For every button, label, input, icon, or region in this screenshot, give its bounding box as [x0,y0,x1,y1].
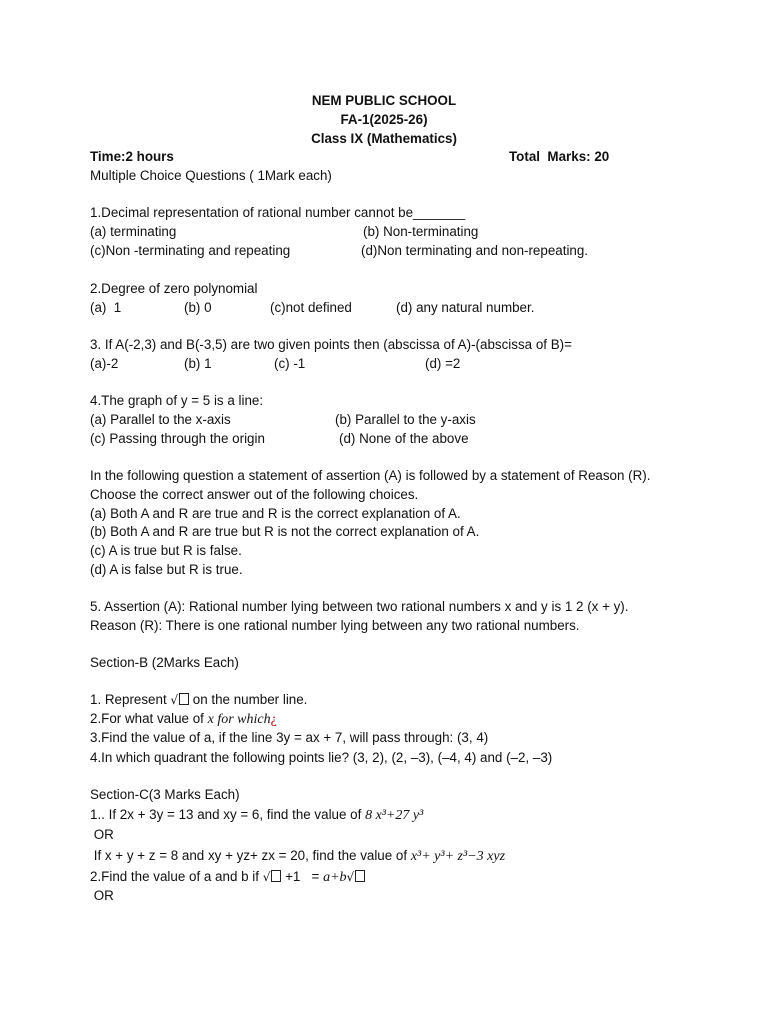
section-c-q1b [90,848,505,865]
q3-option-b: (b) 1 [184,356,212,371]
assertion-choice-a: (a) Both A and R are true and R is the correct explanation of A. [90,506,461,521]
exam-title: FA-1(2025-26) [340,112,428,127]
section-c-q2-math: a+b [323,870,347,885]
section-c-q2 [90,869,365,886]
q3-text: 3. If A(-2,3) and B(-3,5) are two given points then (abscissa of A)-(abscissa of B)= [90,337,572,352]
section-b-q2-mark: ¿ [270,712,277,727]
section-c-q1-math: 8 x³+27 y³ [365,808,424,823]
q2-option-b: (b) 0 [184,300,212,315]
q1-text: 1.Decimal representation of rational number cannot be_______ [90,205,466,220]
class-subject: Class IX (Mathematics) [311,131,457,146]
mcq-heading: Multiple Choice Questions ( 1Mark each) [90,168,332,183]
square-root-placeholder-icon: √ [347,870,366,884]
square-root-placeholder-icon: √ [263,870,282,884]
assertion-choice-c: (c) A is true but R is false. [90,543,242,558]
section-b-q2-pre: 2.For what value of [90,711,208,726]
q1-option-d: (d)Non terminating and non-repeating. [361,243,589,258]
assertion-intro-2: Choose the correct answer out of the following choices. [90,487,419,502]
section-c-q1 [90,807,423,824]
q4-option-d: (d) None of the above [339,431,469,446]
section-c-q1-pre: 1.. If 2x + 3y = 13 and xy = 6, find the value of [90,807,366,822]
square-root-placeholder-icon: √ [170,693,189,707]
q3-option-c: (c) -1 [274,356,306,371]
q1-option-b: (b) Non-terminating [363,224,479,239]
q2-option-d: (d) any natural number. [396,300,535,315]
section-b-q1-pre: 1. Represent [90,692,171,707]
total-marks: Total Marks: 20 [509,149,610,164]
q4-option-b: (b) Parallel to the y-axis [335,412,476,427]
q5-reason: Reason (R): There is one rational number lying between any two rational numbers. [90,618,580,633]
section-b-q1-post: on the number line. [189,692,308,707]
section-c-q2-mid: +1 = [281,869,324,884]
q1-option-c: (c)Non -terminating and repeating [90,243,291,258]
assertion-choice-d: (d) A is false but R is true. [90,562,243,577]
q1-option-a: (a) terminating [90,224,177,239]
section-c-q2-pre: 2.Find the value of a and b if [90,869,263,884]
school-name: NEM PUBLIC SCHOOL [311,93,457,108]
assertion-intro-1: In the following question a statement of assertion (A) is followed by a statement of Reason (R). [90,468,651,483]
section-b-q4: 4.In which quadrant the following points lie? (3, 2), (2, –3), (–4, 4) and (–2, –3) [90,750,553,765]
assertion-choice-b: (b) Both A and R are true but R is not the correct explanation of A. [90,524,480,539]
q4-option-c: (c) Passing through the origin [90,431,265,446]
q2-option-a: (a) 1 [90,300,122,315]
section-c-or-2: OR [90,888,114,903]
section-b-heading: Section-B (2Marks Each) [90,655,239,670]
q3-option-a: (a)-2 [90,356,119,371]
q2-option-c: (c)not defined [270,300,352,315]
q5-assertion: 5. Assertion (A): Rational number lying between two rational numbers x and y is 1 2 (x + y). [90,599,629,614]
section-b-q1 [90,692,307,708]
section-b-q2-math: x for which [207,712,271,727]
q4-option-a: (a) Parallel to the x-axis [90,412,231,427]
q4-text: 4.The graph of y = 5 is a line: [90,393,264,408]
q2-text: 2.Degree of zero polynomial [90,281,258,296]
section-b-q2 [90,711,277,728]
section-c-heading: Section-C(3 Marks Each) [90,787,240,802]
time-label: Time:2 hours [90,149,174,164]
section-c-q1b-math: x³+ y³+ z³−3 xyz [410,849,506,864]
section-c-or-1: OR [90,827,114,842]
section-c-q1b-pre: If x + y + z = 8 and xy + yz+ zx = 20, find the value of [90,848,411,863]
section-b-q3: 3.Find the value of a, if the line 3y = ax + 7, will pass through: (3, 4) [90,730,489,745]
q3-option-d: (d) =2 [425,356,461,371]
